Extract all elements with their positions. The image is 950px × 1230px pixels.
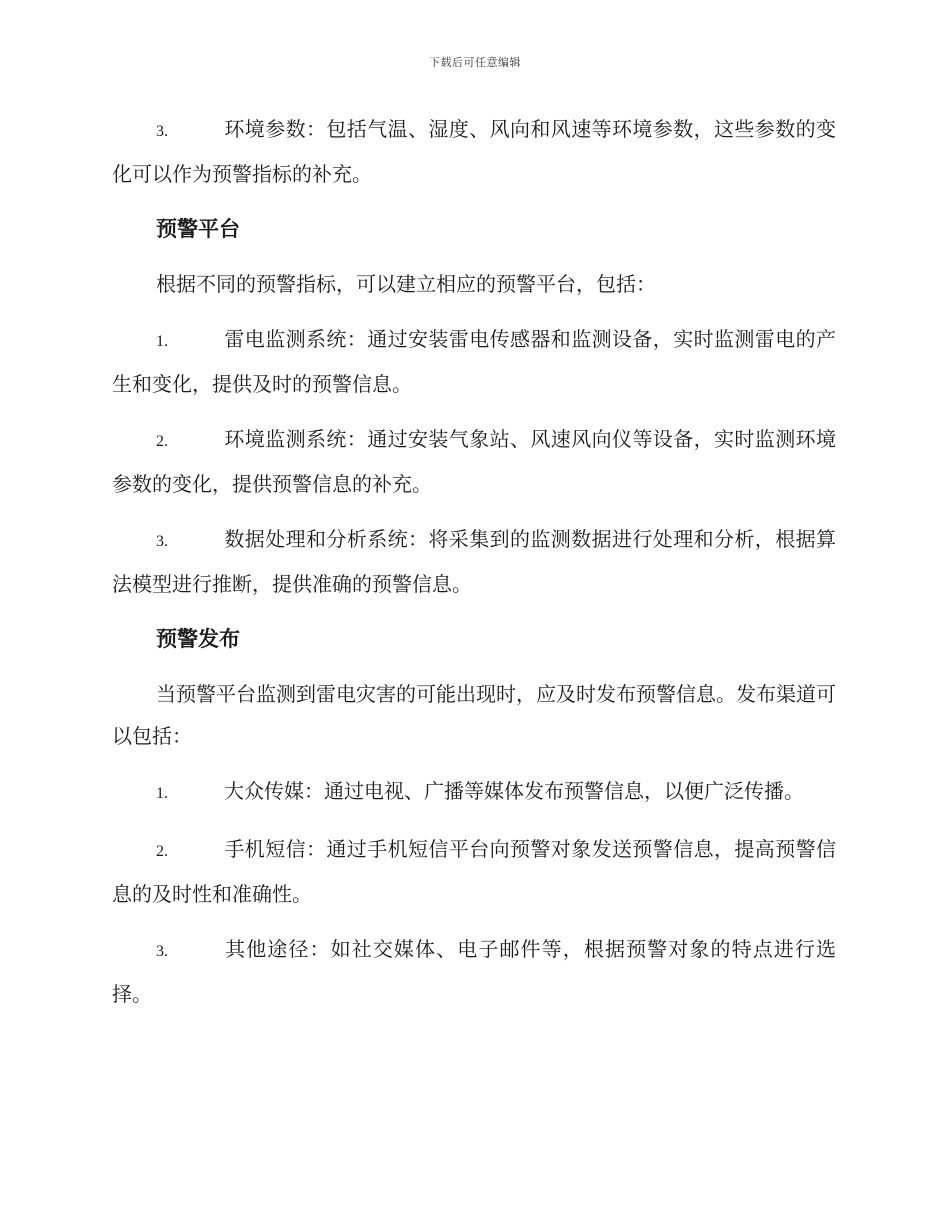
list-item — [112, 518, 836, 605]
list-item — [112, 770, 836, 815]
list-number: 3. — [156, 123, 168, 140]
list-item — [112, 108, 836, 195]
paragraph: 当预警平台监测到雷电灾害的可能出现时，应及时发布预警信息。发布渠道可以包括： — [112, 682, 836, 748]
list-text: 手机短信：通过手机短信平台向预警对象发送预警信息，提高预警信息的及时性和准确性。 — [112, 837, 836, 906]
list-item — [112, 828, 836, 915]
list-text: 数据处理和分析系统：将采集到的监测数据进行处理和分析，根据算法模型进行推断，提供准确的预警信息。 — [112, 527, 836, 596]
document-body — [112, 108, 836, 1028]
section-heading-platform: 预警平台 — [156, 217, 240, 241]
list-number: 1. — [156, 785, 168, 802]
list-number: 2. — [156, 433, 168, 450]
list-number: 3. — [156, 943, 168, 960]
list-text: 其他途径：如社交媒体、电子邮件等，根据预警对象的特点进行选择。 — [112, 937, 836, 1006]
list-number: 3. — [156, 533, 168, 550]
list-text: 环境参数：包括气温、湿度、风向和风速等环境参数，这些参数的变化可以作为预警指标的补充。 — [112, 117, 836, 186]
list-text: 大众传媒：通过电视、广播等媒体发布预警信息，以便广泛传播。 — [224, 779, 804, 803]
section-heading-release: 预警发布 — [156, 627, 240, 651]
paragraph: 根据不同的预警指标，可以建立相应的预警平台，包括： — [156, 272, 656, 296]
list-item — [112, 318, 836, 405]
list-text: 环境监测系统：通过安装气象站、风速风向仪等设备，实时监测环境参数的变化，提供预警信息的补充。 — [112, 427, 836, 496]
list-number: 2. — [156, 843, 168, 860]
list-item — [112, 928, 836, 1015]
list-item — [112, 418, 836, 505]
list-text: 雷电监测系统：通过安装雷电传感器和监测设备，实时监测雷电的产生和变化，提供及时的预警信息。 — [112, 327, 836, 396]
page-header: 下载后可任意编辑 — [429, 56, 521, 69]
list-number: 1. — [156, 333, 168, 350]
